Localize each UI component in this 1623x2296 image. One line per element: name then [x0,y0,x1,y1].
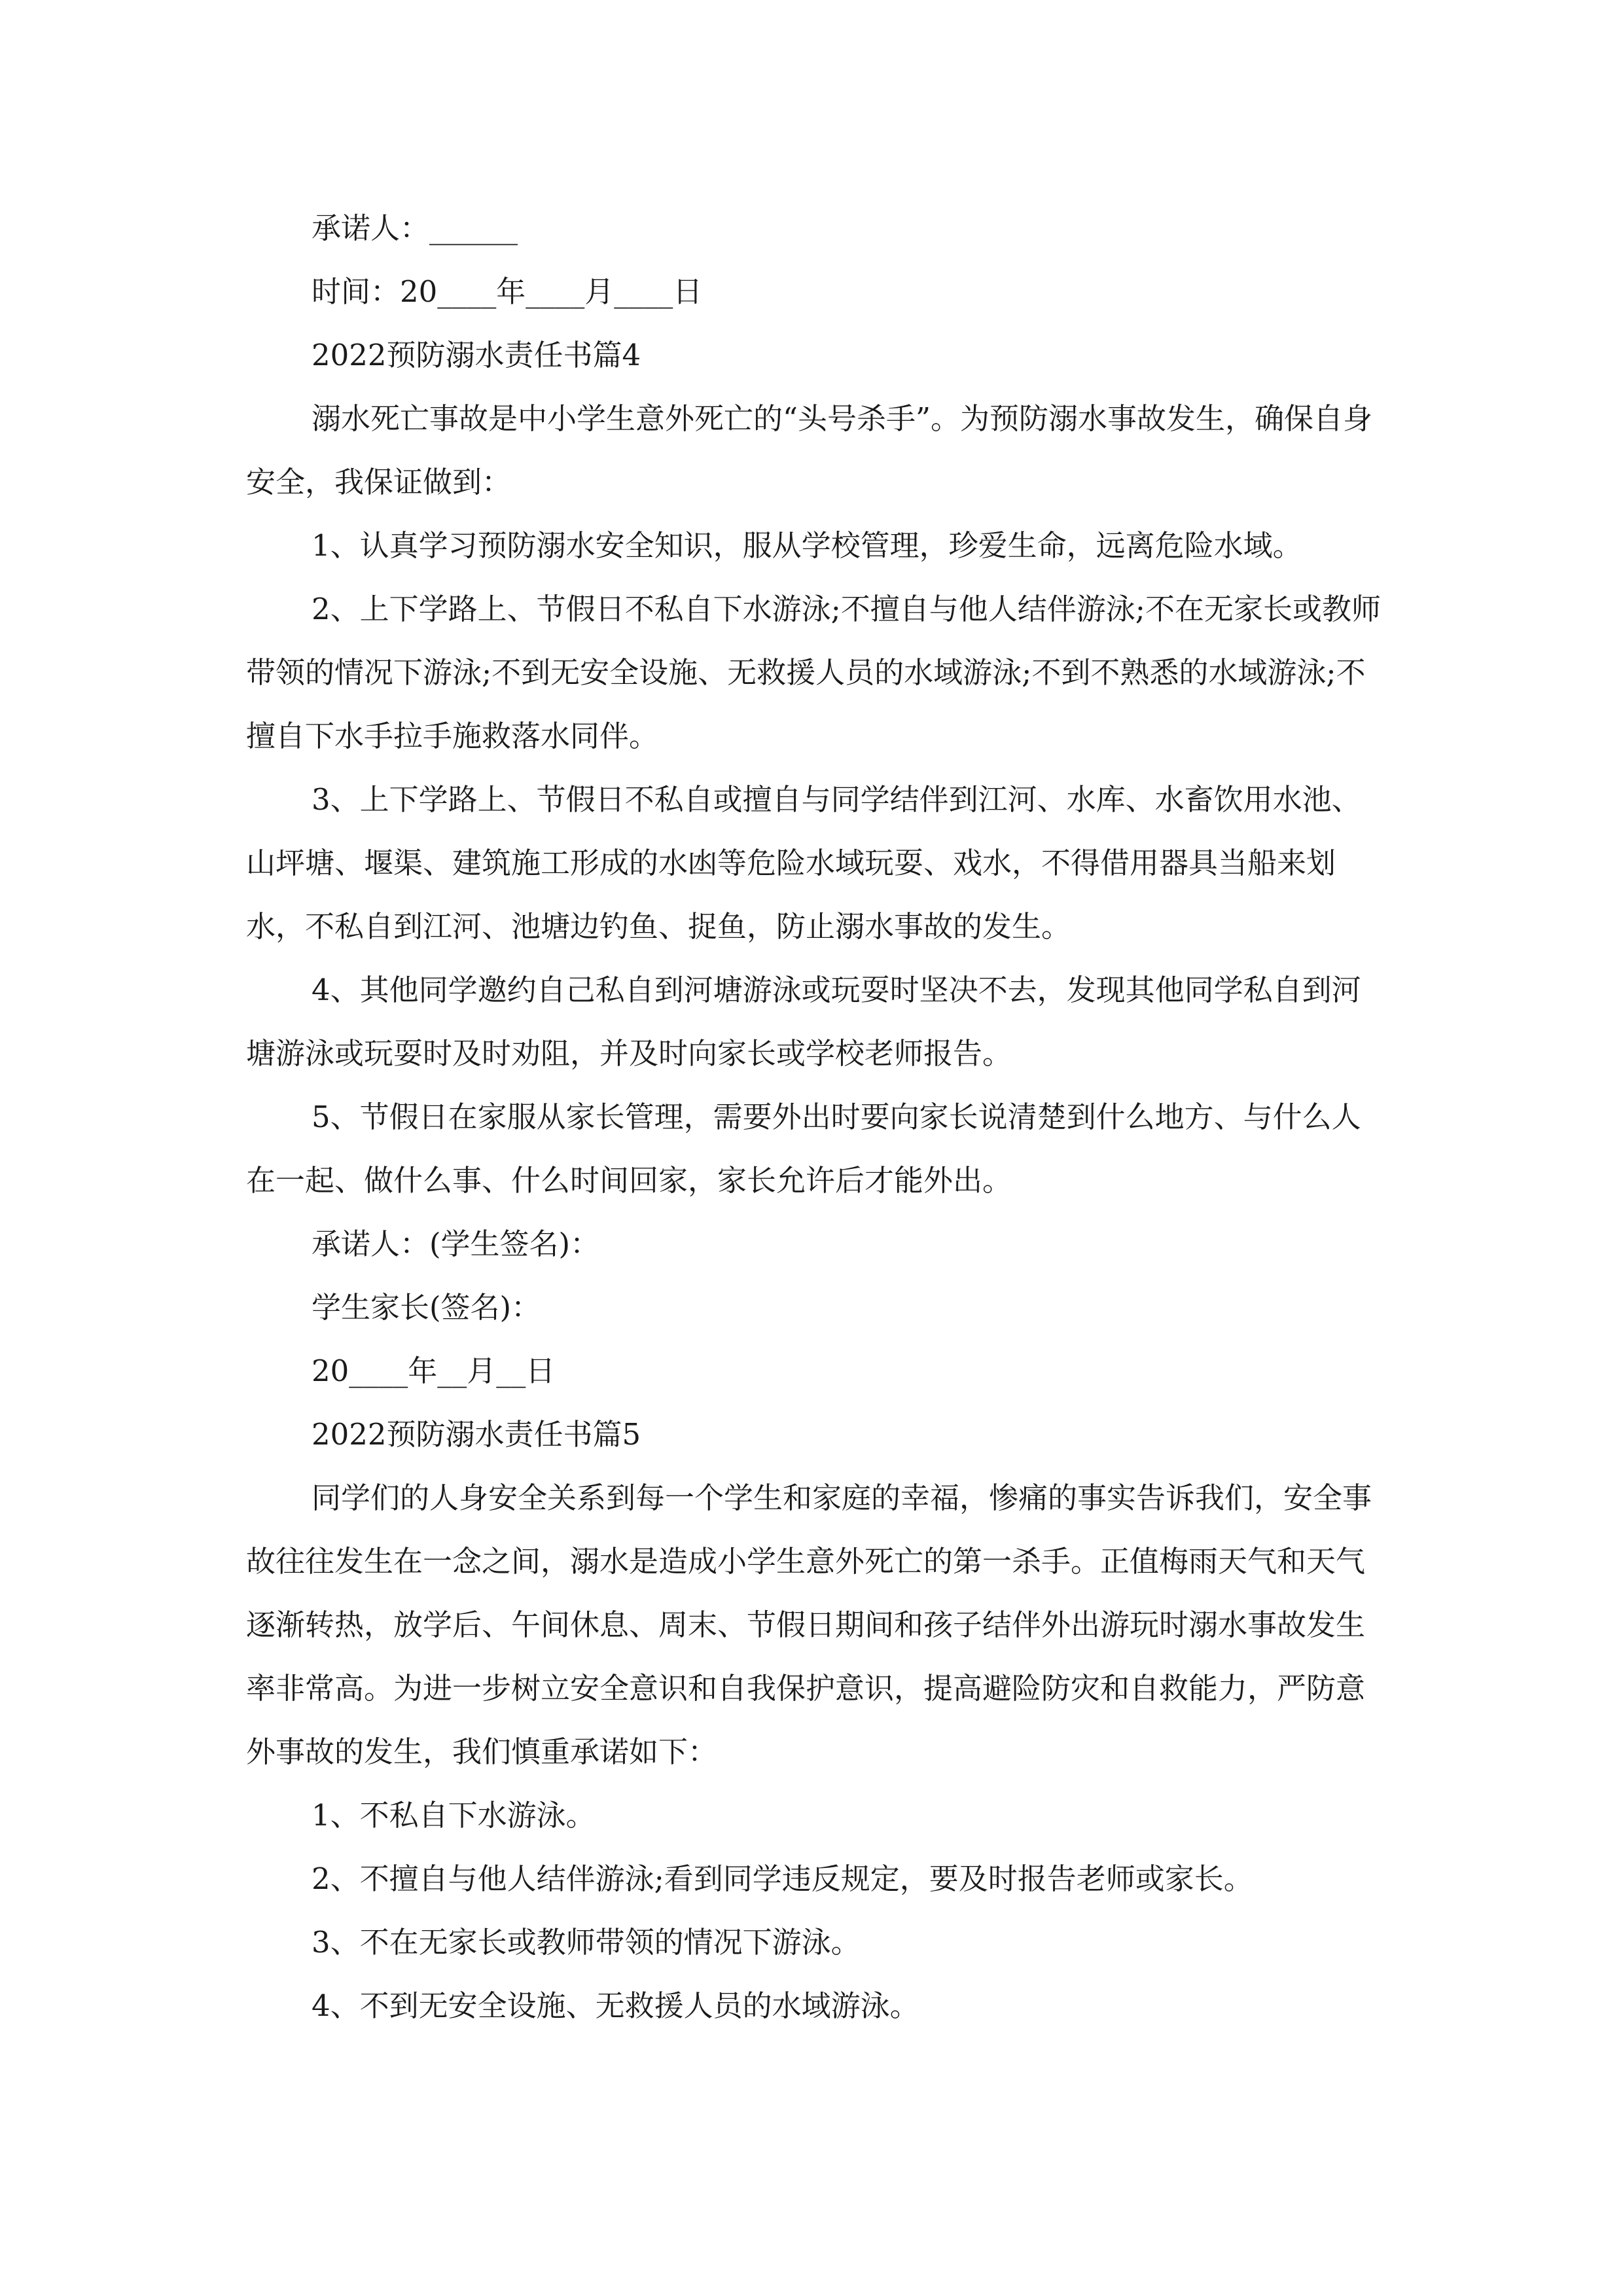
parent-signature-line: 学生家长(签名)： [312,1290,541,1325]
intro-paragraph-5: 同学们的人身安全关系到每一个学生和家庭的幸福，惨痛的事实告诉我们，安全事故往往发生在一念之间，溺水是造成小学生意外死亡的第一杀手。正值梅雨天气和天气逐渐转热，放学后、午间休息、周末、节假日期间和孩子结伴外出游玩时溺水事故发生率非常高。为进一步树立安全意识和自我保护意识，提高避险防灾和自救能力，严防意外事故的发生，我们慎重承诺如下： [246,1480,1372,1769]
pledge-item-4-5: 5、节假日在家服从家长管理，需要外出时要向家长说清楚到什么地方、与什么人在一起、做什么事、什么时间回家，家长允许后才能外出。 [246,1100,1361,1198]
pledge-item-5-4: 4、不到无安全设施、无救援人员的水域游泳。 [312,1988,919,2023]
pledge-item-5-1: 1、不私自下水游泳。 [312,1798,596,1833]
pledge-item-5-3: 3、不在无家长或教师带领的情况下游泳。 [312,1925,861,1960]
signer-line: 承诺人：______ [312,211,518,245]
pledge-item-4-4: 4、其他同学邀约自己私自到河塘游泳或玩耍时坚决不去，发现其他同学私自到河塘游泳或玩耍时及时劝阻，并及时向家长或学校老师报告。 [246,973,1361,1071]
signature-date-line: 20____年__月__日 [312,1354,556,1388]
intro-paragraph-4: 溺水死亡事故是中小学生意外死亡的“头号杀手”。为预防溺水事故发生，确保自身安全，我保证做到： [246,401,1373,499]
pledge-item-4-2: 2、上下学路上、节假日不私自下水游泳;不擅自与他人结伴游泳;不在无家长或教师带领的情况下游泳;不到无安全设施、无救援人员的水域游泳;不到不熟悉的水域游泳;不擅自下水手拉手施救落水同伴。 [246,592,1381,753]
date-line: 时间：20____年____月____日 [312,274,703,309]
section-heading-5: 2022预防溺水责任书篇5 [312,1417,641,1452]
document-body [246,196,1385,2037]
pledge-item-5-2: 2、不擅自与他人结伴游泳;看到同学违反规定，要及时报告老师或家长。 [312,1861,1253,1896]
pledge-item-4-1: 1、认真学习预防溺水安全知识，服从学校管理，珍爱生命，远离危险水域。 [312,528,1302,563]
section-heading-4: 2022预防溺水责任书篇4 [312,338,641,372]
student-signature-line: 承诺人：(学生签名)： [312,1227,600,1261]
pledge-item-4-3: 3、上下学路上、节假日不私自或擅自与同学结伴到江河、水库、水畜饮用水池、山坪塘、堰渠、建筑施工形成的水凼等危险水域玩耍、戏水，不得借用器具当船来划水，不私自到江河、池塘边钓鱼、捉鱼，防止溺水事故的发生。 [246,782,1361,944]
